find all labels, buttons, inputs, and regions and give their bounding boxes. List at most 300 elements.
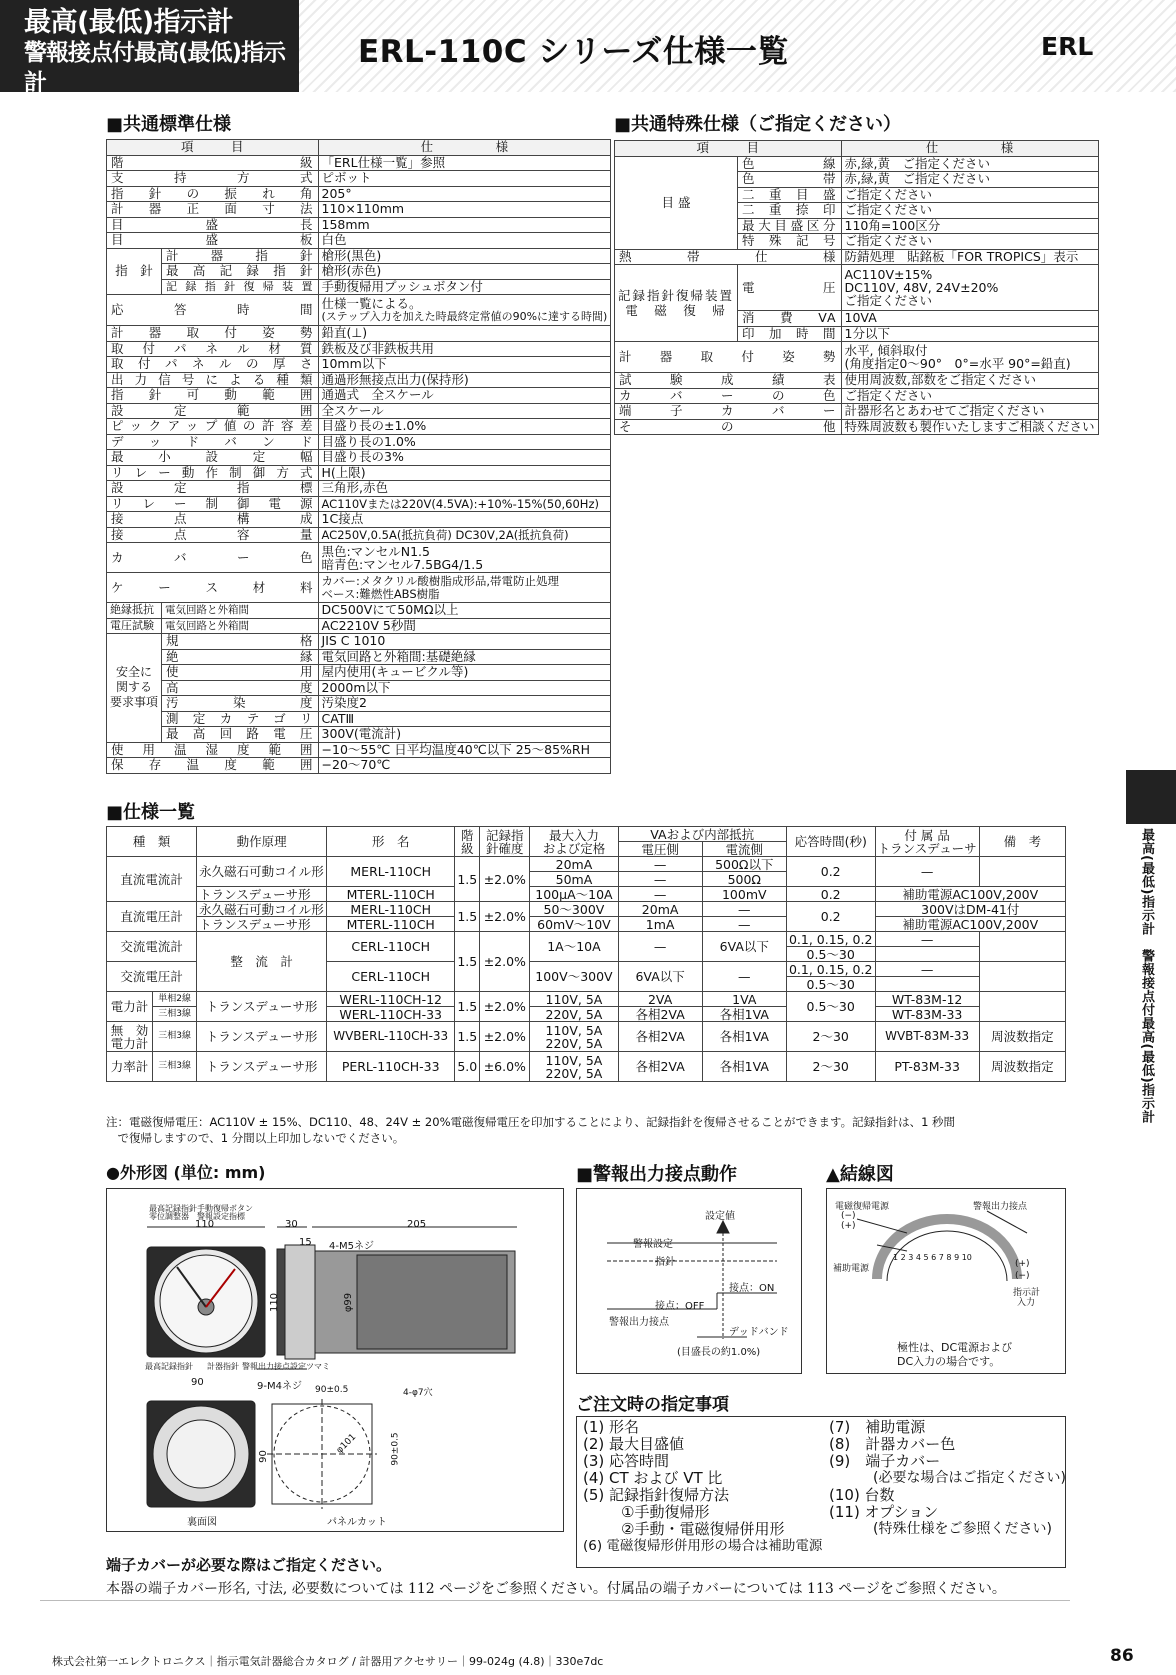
spec-value: 1C接点 (318, 512, 611, 528)
order-item: (3) 応答時間 (583, 1452, 670, 1470)
spec-key: 保 存 温 度 範 囲 (107, 758, 319, 774)
col-type: 種 類 (107, 827, 197, 857)
va-current-cell: 各相1VA (702, 1052, 786, 1082)
spec-value: 通過式 全スケール (318, 388, 611, 404)
order-subitem: (特殊仕様をご参照ください) (873, 1521, 1052, 1537)
order-item: (4) CT および VT 比 (583, 1469, 723, 1487)
accuracy-cell: ±2.0% (480, 857, 530, 902)
spec-value: 赤,緑,黄 ご指定ください (841, 172, 1098, 188)
spec-key: 計 器 正 面 寸 法 (107, 202, 319, 218)
order-item: (8) 計器カバー色 (829, 1435, 956, 1453)
wiring-drawing (826, 1188, 1066, 1374)
col-item: 項 目 (615, 141, 842, 157)
response-cell: 2〜30 (786, 1022, 875, 1052)
label-meter-input1: 指示計 (1013, 1288, 1041, 1298)
accessory-cell: — (875, 962, 979, 977)
spec-value: 2000m以下 (318, 680, 611, 696)
dim-110v: 110 (269, 1292, 281, 1313)
model-cell: MERL-110CH (327, 857, 455, 887)
spec-value: AC110Vまたは220V(4.5VA):+10%-15%(50,60Hz) (318, 496, 611, 512)
accuracy-cell: ±2.0% (480, 992, 530, 1022)
label-contact-off: 接点：OFF (655, 1301, 705, 1312)
spec-value: AC250V,0.5A(抵抗負荷) DC30V,2A(抵抗負荷) (318, 527, 611, 543)
accessory-cell: WT-83M-12 (875, 992, 979, 1007)
spec-value: ご指定ください (841, 388, 1098, 404)
spec-key: 設 定 範 囲 (107, 403, 319, 419)
model-cell: PERL-110CH-33 (327, 1052, 455, 1082)
model-cell: MTERL-110CH (327, 887, 455, 902)
dim-phi101: φ101 (334, 1432, 359, 1456)
label-aux-power: 補助電源 (833, 1264, 870, 1274)
spec-key: カ バ ー 色 (107, 543, 319, 573)
spec-key: ケ ー ス 材 料 (107, 573, 319, 603)
input-cell (530, 1052, 618, 1082)
input-cell: 50mA (530, 872, 618, 887)
spec-value: JIS C 1010 (318, 634, 611, 650)
va-current-cell: 6VA以下 (702, 932, 786, 962)
response-cell: 0.5〜30 (786, 992, 875, 1022)
spec-value: 110×110mm (318, 202, 611, 218)
spec-key: カ バ ー の 色 (615, 388, 842, 404)
va-current-cell: 500Ω以下 (702, 857, 786, 872)
col-principle: 動作原理 (197, 827, 327, 857)
common-std-heading: ■共通標準仕様 (106, 114, 232, 135)
spec-key: 支 持 方 式 (107, 171, 319, 187)
outline-drawing (106, 1188, 564, 1532)
label-alarm-index: 警報設定指標 (197, 1212, 245, 1221)
system-cell: 三相3線 (153, 1052, 197, 1082)
spec-key: 計 器 取 付 姿 勢 (615, 342, 842, 373)
class-cell: 1.5 (455, 932, 480, 992)
type-cell: 交流電圧計 (107, 962, 197, 992)
col-response: 応答時間(秒) (786, 827, 875, 857)
accuracy-cell: ±2.0% (480, 902, 530, 932)
spec-value: −10〜55℃ 日平均温度40℃以下 25〜85%RH (318, 742, 611, 758)
va-voltage-cell: — (618, 872, 702, 887)
spec-group-line: 記録指針復帰装置 (618, 288, 735, 303)
col-class-line: 級 (461, 840, 474, 856)
accuracy-cell: ±6.0% (480, 1052, 530, 1082)
label-polarity-note1: 極性は、DC電源および (897, 1341, 1013, 1354)
principle-cell: 永久磁石可動コイル形 (197, 902, 327, 917)
principle-cell: トランスデューサ形 (197, 917, 327, 932)
model-cell: MTERL-110CH (327, 917, 455, 932)
spec-value: 暗青色:マンセル7.5BG4/1.5 (321, 556, 484, 572)
col-max-input-line: および定格 (542, 840, 606, 856)
spec-key: 指 針 の 振 れ 角 (107, 186, 319, 202)
label-deadband: デッドバンド (729, 1327, 789, 1338)
col-accuracy-line: 針確度 (486, 840, 524, 856)
label-input-minus: (−) (1015, 1271, 1030, 1281)
spec-value: H(上限) (318, 465, 611, 481)
spec-key: 記録指針復帰装置 (162, 279, 319, 295)
remarks-cell: 周波数指定 (979, 1022, 1065, 1052)
col-remarks: 備 考 (979, 827, 1065, 857)
response-cell: 0.5〜30 (786, 947, 875, 962)
model-cell: WERL-110CH-12 (327, 992, 455, 1007)
spec-value: ご指定ください (844, 293, 933, 308)
spec-key: 汚 染 度 (162, 696, 319, 712)
principle-cell: トランスデューサ形 (197, 887, 327, 902)
input-cell: 60mV〜10V (530, 917, 618, 932)
accessory-cell: — (875, 932, 979, 947)
model-cell: MERL-110CH (327, 902, 455, 917)
class-cell: 5.0 (455, 1052, 480, 1082)
response-cell: 0.1, 0.15, 0.2 (786, 962, 875, 977)
col-item: 項 目 (107, 140, 319, 156)
spec-key: 二 重 捺 印 (738, 203, 842, 219)
label-meter-pointer: 計器指針 (207, 1362, 239, 1371)
col-class (455, 827, 480, 857)
label-contact-on: 接点：ON (729, 1283, 775, 1294)
spec-key: 色 線 (738, 156, 842, 172)
spec-value: 特殊周波数も製作いたしますご相談ください (841, 419, 1098, 435)
response-cell: 0.2 (786, 857, 875, 887)
spec-value: 三角形,赤色 (318, 481, 611, 497)
col-spec: 仕 様 (318, 140, 611, 156)
dim-90v: 90 (257, 1450, 269, 1463)
common-special-table (614, 140, 1099, 435)
response-cell: 0.2 (786, 887, 875, 902)
va-current-cell: — (702, 902, 786, 917)
model-cell: WERL-110CH-33 (327, 1007, 455, 1022)
col-accuracy (480, 827, 530, 857)
note-line2: で復帰しますので、1 分間以上印加しないでください。 (106, 1131, 405, 1145)
input-cell: 110V, 5A (530, 992, 618, 1007)
remarks-cell: 補助電源AC100V,200V (875, 887, 1065, 902)
spec-value: カバー:メタクリル酸樹脂成形品,帯電防止処理 (321, 573, 560, 588)
order-col-right (829, 1419, 1066, 1538)
accessory-cell: — (875, 857, 979, 887)
col-va-voltage: 電圧側 (618, 842, 702, 857)
spec-group: 目 盛 (615, 156, 738, 249)
spec-key: リレー動作制御方式 (107, 465, 319, 481)
input-line: 220V, 5A (545, 1035, 603, 1051)
order-item: (10) 台数 (829, 1486, 895, 1504)
order-subitem: ①手動復帰形 (621, 1503, 710, 1521)
col-spec: 仕 様 (841, 141, 1098, 157)
dim-110: 110 (195, 1219, 215, 1230)
spec-value: ご指定ください (841, 234, 1098, 250)
order-item: (1) 形名 (583, 1418, 640, 1436)
spec-value: 205° (318, 186, 611, 202)
label-set-value: 設定値 (705, 1211, 735, 1222)
principle-cell: トランスデューサ形 (197, 1022, 327, 1052)
spec-value: 通過形無接点出力(保持形) (318, 372, 611, 388)
spec-key: ピックアップ値の許容差 (107, 419, 319, 435)
va-current-cell: — (702, 917, 786, 932)
terminal-cover-title: 端子カバーが必要な際はご指定ください。 (106, 1556, 392, 1574)
spec-key: リ レ ー 制 御 電 源 (107, 496, 319, 512)
va-voltage-cell: 各相2VA (618, 1052, 702, 1082)
type-cell: 電力計 (107, 992, 153, 1022)
spec-value: 全スケール (318, 403, 611, 419)
dim-m4: 9-M4ネジ (257, 1381, 302, 1392)
spec-key: 絶 縁 (162, 649, 319, 665)
label-panel-cut: パネルカット (327, 1517, 387, 1528)
label-alarm-setting: 警報設定 (633, 1239, 673, 1250)
spec-group: 電圧試験 (107, 618, 162, 634)
spec-value: DC500Vにて50MΩ以上 (318, 603, 611, 619)
note-line1: 注：電磁復帰電圧：AC110V ± 15%、DC110、48、24V ± 20%電磁復帰電圧を印加することにより、記録指針を復帰させることができます。記録指針は、1 秒間 (106, 1115, 956, 1129)
spec-key: 接 点 容 量 (107, 527, 319, 543)
spec-group (615, 265, 738, 342)
spec-value: 屋内使用(キュービクル等) (318, 665, 611, 681)
va-voltage-cell: 各相2VA (618, 1007, 702, 1022)
spec-value: 槍形(黒色) (318, 248, 611, 264)
spec-value: 300V(電流計) (318, 727, 611, 743)
spec-value: ご指定ください (841, 203, 1098, 219)
spec-value: 目盛り長の3% (318, 450, 611, 466)
dim-90c: 90±0.5 (390, 1432, 401, 1466)
spec-value: 目盛り長の±1.0% (318, 419, 611, 435)
header-category-line1: 最高(最低)指示計 (24, 7, 234, 38)
spec-value: 10VA (841, 311, 1098, 327)
spec-group: 絶縁抵抗 (107, 603, 162, 619)
col-model: 形 名 (327, 827, 455, 857)
type-line: 電力計 (110, 1035, 149, 1051)
spec-value: 水平, 傾斜取付 (844, 343, 928, 358)
header-category-line2: 警報接点付最高(最低)指示計 (24, 40, 286, 96)
response-cell: 0.5〜30 (786, 977, 875, 992)
va-current-cell: 各相1VA (702, 1022, 786, 1052)
dim-hole: 4-φ7穴 (403, 1388, 433, 1398)
spec-key: 計 器 取 付 姿 勢 (107, 326, 319, 342)
spec-value: ご指定ください (841, 187, 1098, 203)
spec-value: −20〜70℃ (318, 758, 611, 774)
spec-key: 接 点 構 成 (107, 512, 319, 528)
va-current-cell: 500Ω (702, 872, 786, 887)
label-minus: (−) (841, 1211, 856, 1221)
label-scale-length: (目盛長の約1.0%) (677, 1347, 761, 1358)
spec-key: 出力信号による種類 (107, 372, 319, 388)
spec-value: 槍形(赤色) (318, 264, 611, 280)
label-alarm-contact: 警報出力接点 (973, 1202, 1028, 1212)
input-line: 110V, 5A (545, 1052, 603, 1068)
sidebar-tab (1126, 770, 1176, 824)
series-code: ERL (1041, 32, 1094, 61)
label-em-reset-power: 電磁復帰電源 (835, 1202, 890, 1212)
sidebar-text: 最高(最低)指示計 警報接点付最高(最低)指示計 (1139, 828, 1154, 1124)
spec-value: 158mm (318, 217, 611, 233)
spec-key: 測定カテゴリ (162, 711, 319, 727)
spec-key: 最 小 設 定 幅 (107, 450, 319, 466)
spec-key: 指 針 可 動 範 囲 (107, 388, 319, 404)
accuracy-cell: ±2.0% (480, 1022, 530, 1052)
principle-cell: 永久磁石可動コイル形 (197, 857, 327, 887)
label-alarm-output: 警報出力接点 (609, 1317, 669, 1328)
type-cell (107, 1022, 153, 1052)
va-voltage-cell: 6VA以下 (618, 962, 702, 992)
response-cell: 0.2 (786, 902, 875, 932)
wiring-heading: ▲結線図 (826, 1164, 894, 1185)
label-polarity-note2: DC入力の場合です。 (897, 1355, 1001, 1368)
va-voltage-cell: — (618, 857, 702, 872)
spec-key: 計 器 指 針 (162, 248, 319, 264)
dim-90: 90 (191, 1377, 204, 1388)
safety-group (107, 634, 162, 743)
order-subitem: (必要な場合はご指定ください) (873, 1470, 1066, 1486)
alarm-heading: ■警報出力接点動作 (576, 1164, 738, 1185)
spec-value: ピボット (318, 171, 611, 187)
principle-cell: トランスデューサ形 (197, 992, 327, 1022)
class-cell: 1.5 (455, 902, 480, 932)
va-voltage-cell: 2VA (618, 992, 702, 1007)
type-cell: 力率計 (107, 1052, 153, 1082)
header-category-block (0, 0, 299, 96)
order-item: (6) 電磁復帰形併用形の場合は補助電源 (583, 1538, 823, 1554)
type-cell: 交流電流計 (107, 932, 197, 962)
spec-key: デ ッ ド バ ン ド (107, 434, 319, 450)
order-subitem: ②手動・電磁復帰併用形 (621, 1520, 785, 1538)
type-cell: 直流電流計 (107, 857, 197, 902)
system-cell: 単相2線 (153, 992, 197, 1007)
order-heading: ご注文時の指定事項 (576, 1395, 729, 1415)
spec-value: 仕様一覧による。 (321, 296, 422, 311)
spec-value: 1分以下 (841, 326, 1098, 342)
dim-15: 15 (299, 1237, 312, 1248)
alarm-drawing (576, 1188, 802, 1374)
spec-key: 規 格 (162, 634, 319, 650)
col-max-input-line: 最大入力 (548, 827, 599, 843)
va-voltage-cell: 20mA (618, 902, 702, 917)
response-cell: 2〜30 (786, 1052, 875, 1082)
spec-key: 電気回路と外箱間 (162, 603, 319, 619)
spec-key: 電 圧 (738, 265, 842, 311)
spec-value: 10mm以下 (318, 357, 611, 373)
input-cell: 1A〜10A (530, 932, 618, 962)
label-reset-button: 最高記録指針手動復帰ボタン (149, 1204, 253, 1213)
input-cell (530, 1022, 618, 1052)
col-va: VAおよび内部抵抗 (618, 827, 786, 842)
spec-value: 計器形名とあわせてご指定ください (841, 404, 1098, 420)
spec-key: 最高記録指針 (162, 264, 319, 280)
va-current-cell: 各相1VA (702, 1007, 786, 1022)
va-current-cell: 1VA (702, 992, 786, 1007)
common-special-heading: ■共通特殊仕様（ご指定ください） (614, 114, 902, 135)
va-voltage-cell: — (618, 887, 702, 902)
spec-value: 手動復帰用プッシュボタン付 (318, 279, 611, 295)
col-class-line: 階 (461, 827, 474, 843)
spec-key: 最大目盛区分 (738, 218, 842, 234)
footer-divider (40, 1600, 1070, 1601)
spec-key: 取 付 パ ネ ル 材 質 (107, 341, 319, 357)
spec-value: 使用周波数,部数をご指定ください (841, 373, 1098, 389)
col-va-current: 電流側 (702, 842, 786, 857)
page-title: ERL-110C シリーズ仕様一覧 (358, 34, 789, 70)
accuracy-cell: ±2.0% (480, 932, 530, 992)
principle-cell: 整 流 計 (197, 932, 327, 992)
va-voltage-cell: 各相2VA (618, 1022, 702, 1052)
spec-key: 二 重 目 盛 (738, 187, 842, 203)
spec-key: 使 用 温 湿 度 範 囲 (107, 742, 319, 758)
response-cell: 0.1, 0.15, 0.2 (786, 932, 875, 947)
spec-value: 電気回路と外箱間:基礎絶縁 (318, 649, 611, 665)
col-accessory-line: 付 属 品 (904, 827, 950, 843)
label-meter-input2: 入力 (1017, 1298, 1036, 1308)
input-cell: 100V〜300V (530, 962, 618, 992)
dim-m5: 4-M5ネジ (329, 1241, 374, 1252)
common-std-table (106, 139, 611, 774)
spec-key: 目 盛 長 (107, 217, 319, 233)
order-item: (9) 端子カバー (829, 1452, 941, 1470)
spec-key: 応 答 時 間 (107, 295, 319, 326)
spec-value: AC2210V 5秒間 (318, 618, 611, 634)
order-item: (5) 記録指針復帰方法 (583, 1486, 730, 1504)
va-voltage-cell: — (618, 932, 702, 962)
spec-value: 110角=100区分 (841, 218, 1098, 234)
dim-30: 30 (285, 1219, 298, 1230)
type-cell: 直流電圧計 (107, 902, 197, 932)
spec-value: 防錆処理 貼銘板「FOR TROPICS」表示 (841, 249, 1098, 265)
label-terminal-numbers: 1 2 3 4 5 6 7 8 9 10 (893, 1253, 972, 1262)
label-plus: (+) (841, 1221, 856, 1231)
order-box (576, 1416, 1066, 1568)
spec-key: 消 費 VA (738, 311, 842, 327)
input-line: 220V, 5A (545, 1065, 603, 1081)
input-cell: 20mA (530, 857, 618, 872)
input-cell: 50〜300V (530, 902, 618, 917)
accessory-cell: PT-83M-33 (875, 1052, 979, 1082)
va-current-cell: 100mV (702, 887, 786, 902)
remarks-cell: 補助電源AC100V,200V (875, 917, 1065, 932)
spec-list-table (106, 826, 1066, 1082)
spec-key: 端 子 カ バ ー (615, 404, 842, 420)
order-col-left (583, 1419, 822, 1555)
safety-group-line: 安全に (116, 665, 153, 680)
label-back-view: 裏面図 (187, 1517, 217, 1528)
safety-group-line: 関する (116, 680, 153, 695)
spec-list-heading: ■仕様一覧 (106, 802, 196, 823)
spec-key: 設 定 指 標 (107, 481, 319, 497)
label-input-plus: (+) (1015, 1259, 1030, 1269)
spec-value: 黒色:マンセルN1.5 (321, 543, 430, 559)
spec-group: 指 針 (107, 248, 162, 295)
spec-value: (ステップ入力を加えた時最終定常値の90%に達する時間) (321, 310, 608, 323)
page-number: 86 (1110, 1646, 1134, 1666)
class-cell: 1.5 (455, 992, 480, 1022)
accessory-cell: WVBT-83M-33 (875, 1022, 979, 1052)
model-cell: CERL-110CH (327, 962, 455, 992)
spec-key: 高 度 (162, 680, 319, 696)
spec-key: 階 級 (107, 155, 319, 171)
order-item: (7) 補助電源 (829, 1418, 926, 1436)
class-cell: 1.5 (455, 1022, 480, 1052)
col-accessory-line: トランスデューサ (877, 840, 977, 856)
spec-value: 鉄板及び非鉄板共用 (318, 341, 611, 357)
class-cell: 1.5 (455, 857, 480, 902)
spec-key: 特 殊 記 号 (738, 234, 842, 250)
accessory-cell: WT-83M-33 (875, 1007, 979, 1022)
type-line: 無 効 (110, 1022, 149, 1038)
input-cell: 220V, 5A (530, 1007, 618, 1022)
input-cell: 100μA〜10A (530, 887, 618, 902)
input-line: 110V, 5A (545, 1022, 603, 1038)
spec-value: AC110V±15% (844, 267, 933, 282)
spec-value: 目盛り長の1.0% (318, 434, 611, 450)
system-cell: 三相3線 (153, 1022, 197, 1052)
va-voltage-cell: 1mA (618, 917, 702, 932)
terminal-cover-body: 本器の端子カバー形名, 寸法, 必要数については 112 ページをご参照ください。付属品の端子カバーについては 113 ページをご参照ください。 (106, 1581, 1006, 1597)
col-accessory (875, 827, 979, 857)
spec-key: 色 帯 (738, 172, 842, 188)
spec-value: 鉛直(⊥) (318, 326, 611, 342)
spec-value: ベース:難燃性ABS樹脂 (321, 586, 440, 601)
spec-group-line: 電 磁 復 帰 (625, 303, 727, 318)
dim-90b: 90±0.5 (315, 1385, 349, 1395)
model-cell: WVBERL-110CH-33 (327, 1022, 455, 1052)
dim-205: 205 (407, 1219, 427, 1230)
